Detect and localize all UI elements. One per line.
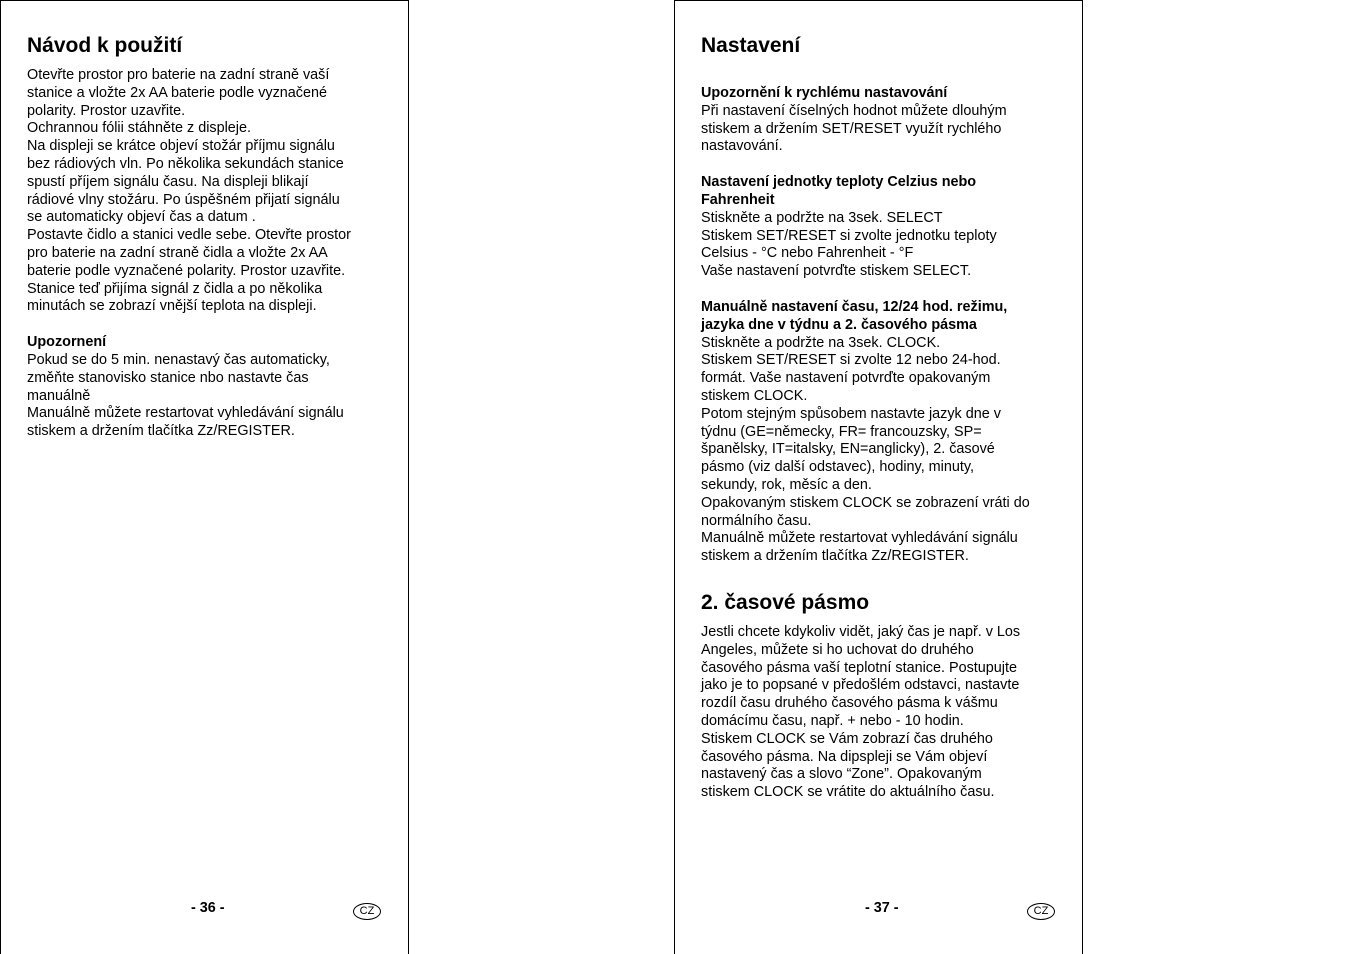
warning-heading: Upozornení	[27, 334, 107, 351]
country-badge: CZ	[353, 903, 381, 920]
warning-paragraph: Pokud se do 5 min. nenastavý čas automaticky, změňte stanovisko stanice nbo nastavte čas manuálně Manuálně můžete restartovat vyhledávání signálu stiskem a držením tlačítka Zz/REGISTER.	[27, 351, 344, 440]
page-left-content	[27, 33, 387, 441]
page-number: - 37 -	[865, 900, 899, 916]
quick-setting-heading: Upozornění k rychlému nastavování	[701, 85, 948, 101]
second-timezone-heading: 2. časové pásmo	[701, 590, 870, 614]
quick-setting-paragraph: Při nastavení číselných hodnot můžete dlouhým stiskem a držením SET/RESET využít rychlého nastavování.	[701, 102, 1007, 155]
manual-setting-heading: Manuálně nastavení času, 12/24 hod. režimu, jazyka dne v týdnu a 2. časového pásma	[701, 298, 1008, 333]
temperature-unit-paragraph: Stiskněte a podržte na 3sek. SELECT Stiskem SET/RESET si zvolte jednotku teploty Celsius - °C nebo Fahrenheit - °F Vaše nastavení potvrďte stiskem SELECT.	[701, 209, 997, 280]
temperature-unit-heading: Nastavení jednotky teploty Celzius nebo Fahrenheit	[701, 174, 977, 208]
second-timezone-paragraph: Jestli chcete kdykoliv vidět, jaký čas je např. v Los Angeles, můžete si ho uchovat do druhého časového pásma vaší teplotní stanice. Postupujte jako je to popsané v předošlém odstavci, nastavte rozdíl času druhého časového pásma k vášmu domácímu času, např. + nebo - 10 hodin. Stiskem CLOCK se Vám zobrazí čas druhého časového pásma. Na dipspleji se Vám objeví nastavený čas a slovo “Zone”. Opakovaným stiskem CLOCK se vrátite do aktuálního času.	[701, 623, 1021, 801]
intro-paragraph: Otevřte prostor pro baterie na zadní straně vaší stanice a vložte 2x AA baterie podle vyznačené polarity. Prostor uzavřite. Ochrannou fólii stáhněte z displeje. Na displeji se krátce objeví stožár příjmu signálu bez rádiových vln. Po několika sekundách stanice spustí příjem signálu času. Na displeji blikají rádiové vlny stožáru. Po úspěšném přijatí signálu se automaticky objeví čas a datum . Postavte čidlo a stanici vedle sebe. Otevřte prostor pro baterie na zadní straně čidla a vložte 2x AA baterie podle vyznačené polarity. Prostor uzavřite. Stanice teď přijíma signál z čidla a po několika minutách se zobrazí vnější teplota na displeji.	[27, 67, 351, 315]
country-badge: CZ	[1027, 903, 1055, 920]
page-title: Návod k použití	[27, 34, 183, 57]
manual-setting-paragraph: Stiskněte a podržte na 3sek. CLOCK. Stiskem SET/RESET si zvolte 12 nebo 24-hod. formát. Vaše nastavení potvrďte opakovaným stiskem CLOCK. Potom stejným spůsobem nastavte jazyk dne v týdnu (GE=německy, FR= francouzsky, SP= španělsky, IT=italsky, EN=anglicky), 2. časové pásmo (viz další odstavec), hodiny, minuty, sekundy, rok, měsíc a den. Opakovaným stiskem CLOCK se zobrazení vráti do normálního času. Manuálně můžete restartovat vyhledávání signálu stiskem a držením tlačítka Zz/REGISTER.	[701, 334, 1030, 565]
page-right-content	[701, 33, 1061, 802]
page-title: Nastavení	[701, 34, 801, 57]
page-left	[0, 0, 409, 954]
page-number: - 36 -	[191, 900, 225, 916]
page-right	[674, 0, 1083, 954]
